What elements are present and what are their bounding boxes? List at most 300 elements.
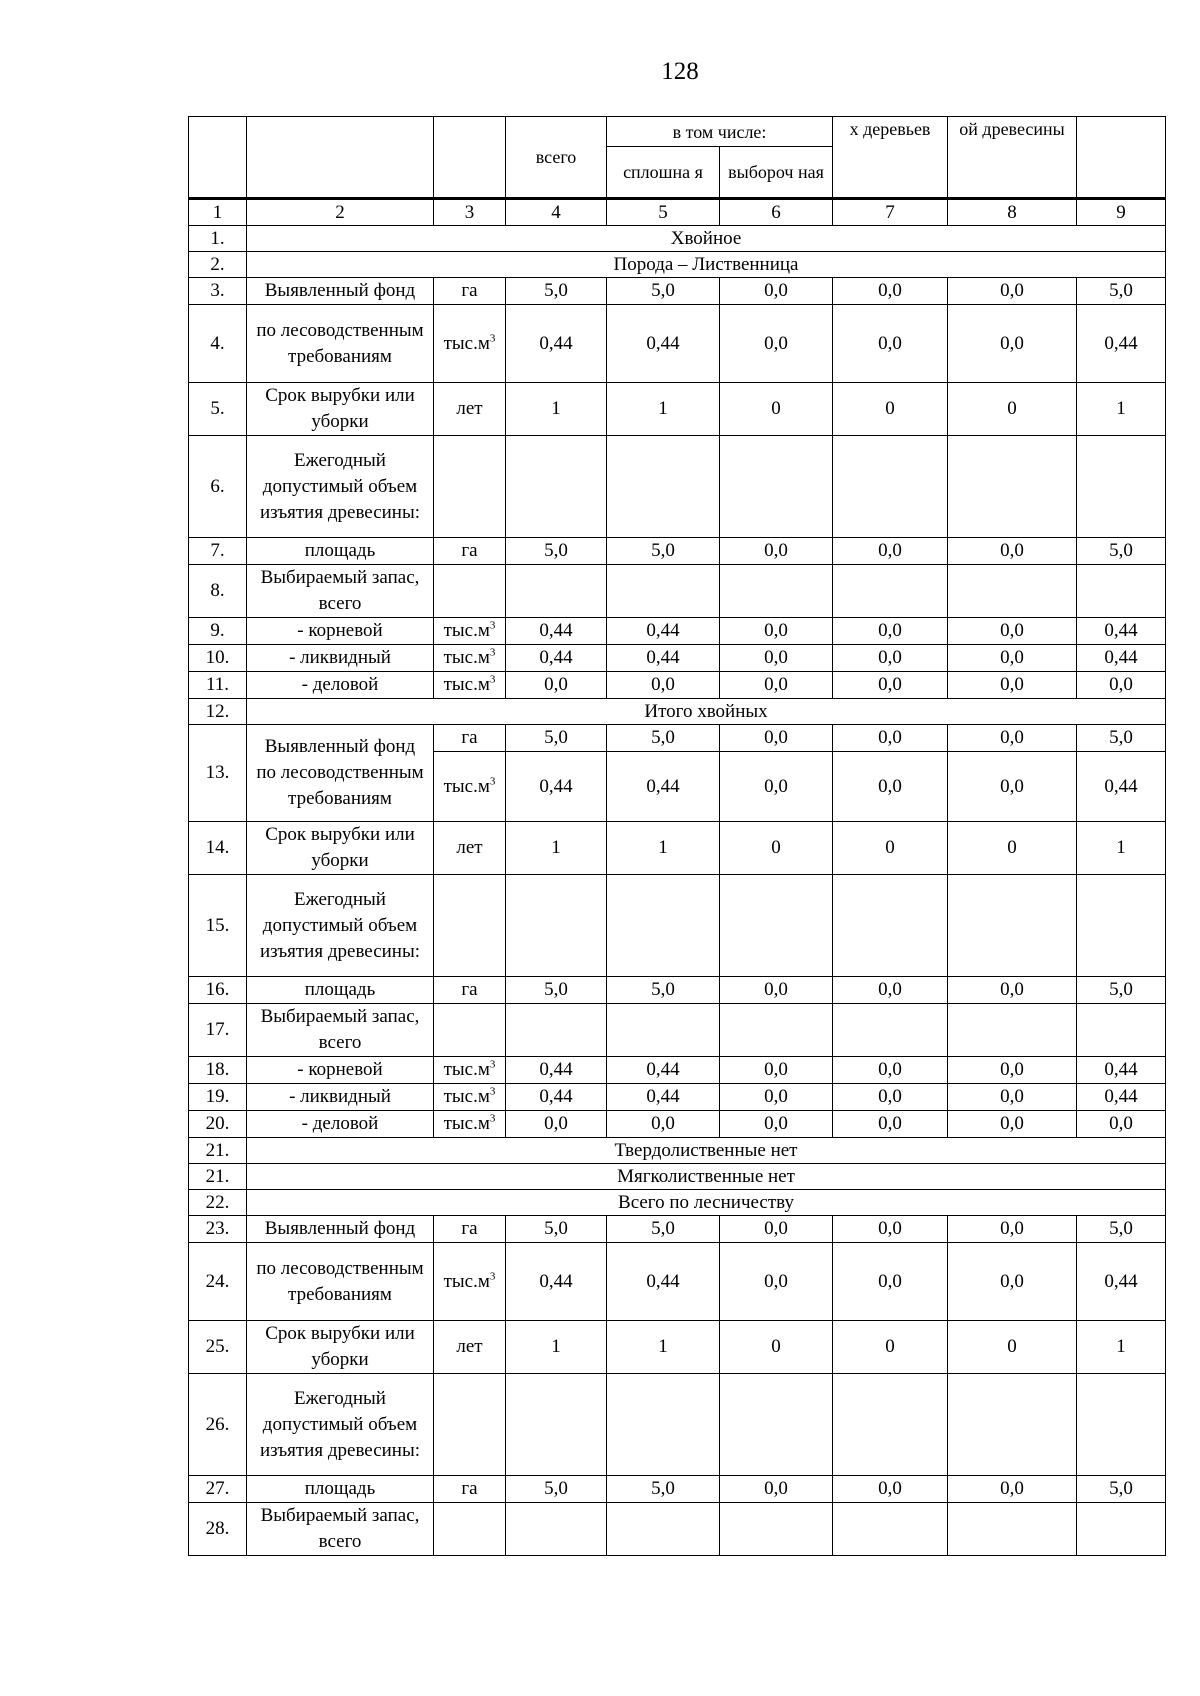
page-number: 128: [661, 58, 699, 85]
empty-cell: [607, 1374, 720, 1476]
empty-cell: [607, 875, 720, 977]
table-row: [189, 977, 1166, 1004]
header-clear-cut: сплошна я: [607, 147, 720, 199]
value-cell: 0,0: [948, 977, 1077, 1004]
header-cell: [434, 117, 506, 199]
table-row: [189, 875, 1166, 977]
row-label: Срок вырубки или уборки: [247, 1321, 434, 1374]
value-cell: 0,0: [720, 977, 833, 1004]
value-cell: 0,44: [506, 305, 607, 383]
empty-cell: [833, 875, 948, 977]
table-row: [189, 1476, 1166, 1503]
table-row: [189, 1057, 1166, 1084]
value-cell: 0,0: [948, 305, 1077, 383]
table-row: [189, 1004, 1166, 1057]
empty-cell: [506, 875, 607, 977]
row-number: 3.: [189, 278, 247, 305]
unit-superscript: 3: [489, 1085, 496, 1098]
unit-cell: [434, 1243, 506, 1321]
unit-superscript: 3: [489, 775, 496, 788]
value-cell: 0: [833, 822, 948, 875]
unit-cell: [434, 725, 506, 752]
unit-superscript: 3: [489, 1058, 496, 1071]
empty-cell: [720, 436, 833, 538]
unit-text: тыс.м: [443, 620, 490, 641]
table-row: [189, 1216, 1166, 1243]
row-label: - ликвидный: [247, 1084, 434, 1111]
empty-cell: [948, 1503, 1077, 1556]
section-title: Итого хвойных: [247, 699, 1166, 725]
value-cell: 0: [720, 1321, 833, 1374]
value-cell: 0,44: [607, 645, 720, 672]
value-cell: 0,44: [607, 1243, 720, 1321]
row-number: 12.: [189, 699, 247, 725]
value-cell: 0,0: [720, 645, 833, 672]
value-cell: 0,0: [948, 1084, 1077, 1111]
unit-text: га: [461, 727, 478, 748]
table-row: [189, 305, 1166, 383]
value-cell: 0,0: [720, 278, 833, 305]
value-cell: 0,0: [833, 672, 948, 699]
row-label: Ежегодный допустимый объем изъятия древесины:: [247, 1374, 434, 1476]
value-cell: 0,0: [948, 672, 1077, 699]
value-cell: 0,0: [720, 752, 833, 822]
value-cell: 0,0: [948, 278, 1077, 305]
header-cell: [189, 117, 247, 199]
unit-cell: [434, 1476, 506, 1503]
table-row: [189, 565, 1166, 618]
value-cell: 1: [1077, 822, 1166, 875]
unit-text: га: [461, 1478, 478, 1499]
value-cell: 1: [607, 383, 720, 436]
value-cell: 0,0: [833, 278, 948, 305]
value-cell: 0: [720, 822, 833, 875]
unit-cell: [434, 822, 506, 875]
row-number: 14.: [189, 822, 247, 875]
header-col7: х деревьев: [833, 117, 948, 199]
table-row: [189, 1503, 1166, 1556]
empty-cell: [434, 1004, 506, 1057]
empty-cell: [434, 565, 506, 618]
empty-cell: [720, 1004, 833, 1057]
unit-text: тыс.м: [443, 1113, 490, 1134]
value-cell: 1: [607, 1321, 720, 1374]
value-cell: 5,0: [506, 1216, 607, 1243]
section-row: [189, 1138, 1166, 1164]
value-cell: 0,44: [1077, 645, 1166, 672]
value-cell: 0,0: [720, 725, 833, 752]
row-label: Выбираемый запас, всего: [247, 1503, 434, 1556]
section-title: Твердолиственные нет: [247, 1138, 1166, 1164]
header-total: всего: [506, 117, 607, 199]
value-cell: 0,44: [1077, 1243, 1166, 1321]
value-cell: 0,0: [833, 1111, 948, 1138]
value-cell: 0,0: [948, 752, 1077, 822]
column-number: 3: [434, 199, 506, 226]
value-cell: 0,0: [1077, 672, 1166, 699]
value-cell: 0,0: [720, 618, 833, 645]
value-cell: 0,0: [833, 538, 948, 565]
value-cell: 0: [948, 383, 1077, 436]
row-number: 13.: [189, 725, 247, 822]
value-cell: 0,44: [506, 645, 607, 672]
row-label: Выбираемый запас, всего: [247, 1004, 434, 1057]
section-title: Всего по лесничеству: [247, 1190, 1166, 1216]
row-label: - ликвидный: [247, 645, 434, 672]
value-cell: 0,0: [833, 1243, 948, 1321]
row-number: 11.: [189, 672, 247, 699]
row-label: - корневой: [247, 618, 434, 645]
value-cell: 0,0: [607, 672, 720, 699]
unit-cell: [434, 672, 506, 699]
column-number: 4: [506, 199, 607, 226]
header-selective: выбороч ная: [720, 147, 833, 199]
unit-cell: [434, 305, 506, 383]
table-row: [189, 278, 1166, 305]
value-cell: 0,44: [607, 618, 720, 645]
row-label: - корневой: [247, 1057, 434, 1084]
section-row: [189, 699, 1166, 725]
unit-text: тыс.м: [443, 1086, 490, 1107]
value-cell: 5,0: [506, 278, 607, 305]
row-number: 22.: [189, 1190, 247, 1216]
header-including: в том числе:: [607, 117, 833, 147]
value-cell: 0,0: [720, 1084, 833, 1111]
value-cell: 0,0: [948, 1476, 1077, 1503]
value-cell: 5,0: [506, 1476, 607, 1503]
value-cell: 0,0: [833, 1476, 948, 1503]
row-label: - деловой: [247, 672, 434, 699]
table-row: [189, 822, 1166, 875]
table-row: [189, 645, 1166, 672]
row-label: Выбираемый запас, всего: [247, 565, 434, 618]
value-cell: 0,0: [833, 752, 948, 822]
table-row: [189, 538, 1166, 565]
empty-cell: [506, 436, 607, 538]
row-label: Выявленный фонд: [247, 278, 434, 305]
table-row: [189, 618, 1166, 645]
unit-cell: [434, 383, 506, 436]
value-cell: 0,0: [948, 1216, 1077, 1243]
value-cell: 0,44: [607, 305, 720, 383]
value-cell: 0,0: [833, 305, 948, 383]
empty-cell: [1077, 565, 1166, 618]
value-cell: 0,44: [1077, 618, 1166, 645]
column-number: 8: [948, 199, 1077, 226]
unit-text: га: [461, 280, 478, 301]
value-cell: 1: [1077, 383, 1166, 436]
value-cell: 5,0: [506, 977, 607, 1004]
value-cell: 0,44: [506, 618, 607, 645]
row-number: 7.: [189, 538, 247, 565]
table-row: [189, 383, 1166, 436]
empty-cell: [833, 436, 948, 538]
unit-text: тыс.м: [443, 775, 490, 797]
value-cell: 5,0: [1077, 1476, 1166, 1503]
row-label: [247, 725, 434, 822]
empty-cell: [948, 1004, 1077, 1057]
value-cell: 0,0: [948, 538, 1077, 565]
unit-superscript: 3: [489, 1112, 496, 1125]
value-cell: 0,44: [607, 1057, 720, 1084]
row-number: 21.: [189, 1164, 247, 1190]
empty-cell: [720, 1503, 833, 1556]
value-cell: 0,0: [948, 1057, 1077, 1084]
empty-cell: [607, 436, 720, 538]
row-number: 16.: [189, 977, 247, 1004]
value-cell: 0,0: [720, 1111, 833, 1138]
empty-cell: [1077, 436, 1166, 538]
empty-cell: [720, 875, 833, 977]
row-number: 8.: [189, 565, 247, 618]
value-cell: 0: [833, 383, 948, 436]
empty-cell: [607, 1503, 720, 1556]
table-row: [189, 1243, 1166, 1321]
column-number: 6: [720, 199, 833, 226]
row-label: площадь: [247, 538, 434, 565]
unit-text: тыс.м: [443, 647, 490, 668]
row-number: 1.: [189, 226, 247, 252]
row-number: 28.: [189, 1503, 247, 1556]
unit-superscript: 3: [489, 1270, 496, 1283]
empty-cell: [506, 1503, 607, 1556]
value-cell: 0,0: [506, 672, 607, 699]
empty-cell: [720, 565, 833, 618]
section-row: [189, 252, 1166, 278]
row-label: Срок вырубки или уборки: [247, 822, 434, 875]
empty-cell: [1077, 1004, 1166, 1057]
empty-cell: [833, 1374, 948, 1476]
row-label: по лесоводственным требованиям: [247, 1243, 434, 1321]
unit-text: лет: [456, 837, 483, 858]
empty-cell: [720, 1374, 833, 1476]
value-cell: 1: [506, 822, 607, 875]
row-label: Срок вырубки или уборки: [247, 383, 434, 436]
row-label: Ежегодный допустимый объем изъятия древесины:: [247, 875, 434, 977]
value-cell: 5,0: [1077, 1216, 1166, 1243]
section-row: [189, 226, 1166, 252]
unit-cell: [434, 1084, 506, 1111]
value-cell: 0,0: [720, 1476, 833, 1503]
value-cell: 5,0: [607, 725, 720, 752]
empty-cell: [948, 565, 1077, 618]
unit-superscript: 3: [489, 619, 496, 632]
row-number: 2.: [189, 252, 247, 278]
empty-cell: [506, 1004, 607, 1057]
unit-text: га: [461, 540, 478, 561]
value-cell: 1: [1077, 1321, 1166, 1374]
value-cell: 0,0: [720, 305, 833, 383]
value-cell: 0,0: [948, 1243, 1077, 1321]
header-cell: [247, 117, 434, 199]
empty-cell: [1077, 875, 1166, 977]
empty-cell: [1077, 1374, 1166, 1476]
row-number: 10.: [189, 645, 247, 672]
unit-text: га: [461, 979, 478, 1000]
row-label: Выявленный фонд: [247, 1216, 434, 1243]
header-cell: [1077, 117, 1166, 199]
value-cell: 5,0: [607, 538, 720, 565]
value-cell: 0: [720, 383, 833, 436]
unit-text: лет: [456, 1336, 483, 1357]
value-cell: 1: [506, 383, 607, 436]
value-cell: 0,0: [833, 1216, 948, 1243]
unit-cell: [434, 1321, 506, 1374]
value-cell: 0,0: [948, 1111, 1077, 1138]
value-cell: 0,44: [607, 1084, 720, 1111]
empty-cell: [948, 875, 1077, 977]
value-cell: 0,44: [607, 752, 720, 822]
row-number: 21.: [189, 1138, 247, 1164]
empty-cell: [434, 1374, 506, 1476]
empty-cell: [434, 1503, 506, 1556]
unit-cell: [434, 977, 506, 1004]
row-label: по лесоводственным требованиям: [247, 305, 434, 383]
value-cell: 0,0: [833, 645, 948, 672]
section-title: Порода – Лиственница: [247, 252, 1166, 278]
row-number: 15.: [189, 875, 247, 977]
value-cell: 0,0: [833, 725, 948, 752]
value-cell: 5,0: [1077, 538, 1166, 565]
value-cell: 5,0: [607, 1476, 720, 1503]
unit-cell: [434, 645, 506, 672]
value-cell: 0,0: [833, 1057, 948, 1084]
value-cell: 0,44: [506, 1243, 607, 1321]
unit-superscript: 3: [489, 673, 496, 686]
value-cell: 0: [948, 822, 1077, 875]
value-cell: 0,44: [506, 1084, 607, 1111]
table-row: [189, 1111, 1166, 1138]
unit-text: га: [461, 1218, 478, 1239]
section-row: [189, 1164, 1166, 1190]
value-cell: 5,0: [607, 1216, 720, 1243]
row-number: 4.: [189, 305, 247, 383]
value-cell: 0,0: [506, 1111, 607, 1138]
value-cell: 0,0: [833, 618, 948, 645]
unit-text: тыс.м: [443, 332, 490, 354]
value-cell: 0: [948, 1321, 1077, 1374]
row-number: 27.: [189, 1476, 247, 1503]
table-row: [189, 1084, 1166, 1111]
empty-cell: [833, 1503, 948, 1556]
row-label-part: по лесоводственным требованиям: [256, 762, 424, 809]
header-col8: ой древесины: [948, 117, 1077, 199]
empty-cell: [948, 436, 1077, 538]
table-row: [189, 436, 1166, 538]
row-number: 23.: [189, 1216, 247, 1243]
value-cell: 5,0: [607, 278, 720, 305]
empty-cell: [506, 565, 607, 618]
column-number: 7: [833, 199, 948, 226]
empty-cell: [1077, 1503, 1166, 1556]
value-cell: 0,0: [1077, 1111, 1166, 1138]
value-cell: 0,0: [720, 538, 833, 565]
row-label: Ежегодный допустимый объем изъятия древесины:: [247, 436, 434, 538]
section-title: Мягколиственные нет: [247, 1164, 1166, 1190]
column-number: 1: [189, 199, 247, 226]
row-number: 5.: [189, 383, 247, 436]
value-cell: 0,44: [506, 752, 607, 822]
unit-superscript: 3: [489, 332, 496, 345]
section-title: Хвойное: [247, 226, 1166, 252]
empty-cell: [948, 1374, 1077, 1476]
row-number: 19.: [189, 1084, 247, 1111]
unit-cell: [434, 1216, 506, 1243]
section-row: [189, 1190, 1166, 1216]
value-cell: 0,44: [506, 1057, 607, 1084]
empty-cell: [506, 1374, 607, 1476]
value-cell: 1: [607, 822, 720, 875]
value-cell: 0,0: [833, 977, 948, 1004]
value-cell: 5,0: [1077, 977, 1166, 1004]
value-cell: 5,0: [1077, 725, 1166, 752]
value-cell: 0,44: [1077, 305, 1166, 383]
empty-cell: [833, 1004, 948, 1057]
unit-cell: [434, 1057, 506, 1084]
unit-cell: [434, 1111, 506, 1138]
value-cell: 0,0: [833, 1084, 948, 1111]
value-cell: 5,0: [607, 977, 720, 1004]
value-cell: 0,0: [948, 618, 1077, 645]
empty-cell: [434, 875, 506, 977]
table-row: [189, 1321, 1166, 1374]
empty-cell: [833, 565, 948, 618]
unit-text: тыс.м: [443, 1059, 490, 1080]
table-row: [189, 1374, 1166, 1476]
value-cell: 0,0: [720, 672, 833, 699]
unit-superscript: 3: [489, 646, 496, 659]
row-number: 20.: [189, 1111, 247, 1138]
unit-cell: [434, 538, 506, 565]
row-number: 25.: [189, 1321, 247, 1374]
value-cell: 0,0: [948, 645, 1077, 672]
unit-cell: [434, 752, 506, 822]
value-cell: 0,0: [720, 1216, 833, 1243]
row-label-part: Выявленный фонд: [264, 736, 416, 757]
value-cell: 1: [506, 1321, 607, 1374]
value-cell: 5,0: [506, 725, 607, 752]
table-row: [189, 725, 1166, 752]
header-row-1: [189, 117, 1166, 147]
row-number: 17.: [189, 1004, 247, 1057]
value-cell: 0,0: [607, 1111, 720, 1138]
value-cell: 0,0: [720, 1243, 833, 1321]
value-cell: 5,0: [1077, 278, 1166, 305]
empty-cell: [434, 436, 506, 538]
row-number: 6.: [189, 436, 247, 538]
column-number: 2: [247, 199, 434, 226]
unit-text: тыс.м: [443, 674, 490, 695]
row-label: площадь: [247, 977, 434, 1004]
value-cell: 0,0: [720, 1057, 833, 1084]
unit-text: лет: [456, 398, 483, 419]
value-cell: 0,44: [1077, 1057, 1166, 1084]
forest-fund-table: [188, 116, 1166, 1556]
value-cell: 0,44: [1077, 1084, 1166, 1111]
row-label: площадь: [247, 1476, 434, 1503]
row-number: 18.: [189, 1057, 247, 1084]
row-number: 9.: [189, 618, 247, 645]
unit-cell: [434, 618, 506, 645]
column-number: 5: [607, 199, 720, 226]
row-label: - деловой: [247, 1111, 434, 1138]
unit-text: тыс.м: [443, 1270, 490, 1292]
unit-cell: [434, 278, 506, 305]
table-row: [189, 672, 1166, 699]
column-number: 9: [1077, 199, 1166, 226]
column-numbers-row: [189, 199, 1166, 226]
empty-cell: [607, 565, 720, 618]
